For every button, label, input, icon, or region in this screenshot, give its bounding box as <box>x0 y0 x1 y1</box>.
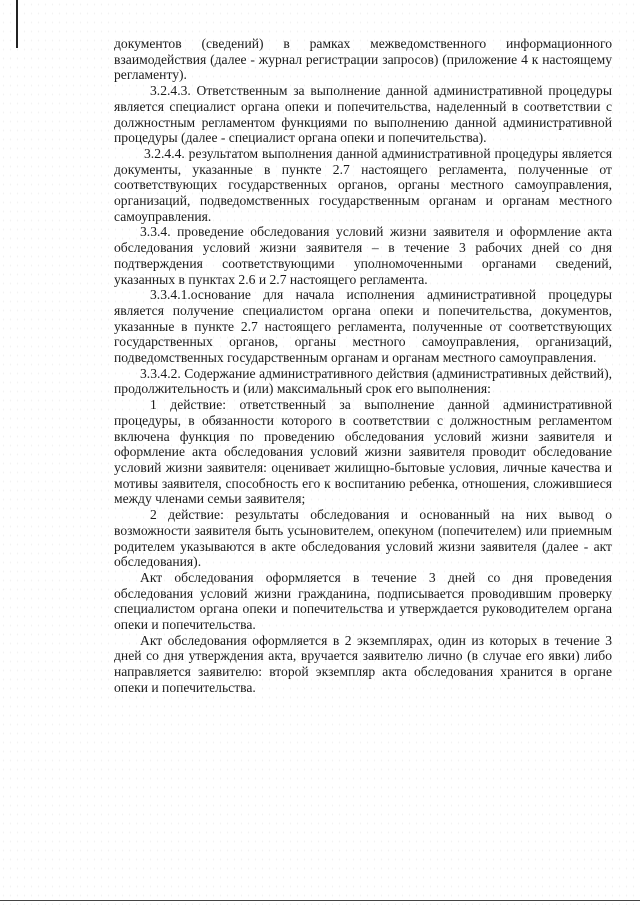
paragraph-3-2-4-3: 3.2.4.3. Ответственным за выполнение данной административной процедуры является специалист органа опеки и попечительства, наделенный в соответствии с должностным регламентом функциями по выполнению данной административной процедуры (далее - специалист органа опеки и попечительства). <box>114 83 612 146</box>
paragraph-3-3-4-2: 3.3.4.2. Содержание административного действия (административных действий), продолжительность и (или) максимальный срок его выполнения: <box>114 365 612 397</box>
paragraph-3-3-4-1: 3.3.4.1.основание для начала исполнения административной процедуры является получение специалистом органа опеки и попечительства, документов, указанные в пункте 2.7 настоящего регламента, полученные от соответствующих государственных органов, органы местного самоуправления, организаций, подведомственных государственным органам и органам местного самоуправления. <box>114 287 612 366</box>
page-bottom-edge <box>0 900 640 901</box>
binding-mark <box>16 0 18 48</box>
paragraph-action-2: 2 действие: результаты обследования и основанный на них вывод о возможности заявителя быть усыновителем, опекуном (попечителем) или приемным родителем указываются в акте обследования условий жизни заявителя (далее - акт обследования). <box>114 507 612 570</box>
paragraph-3-2-4-4: 3.2.4.4. результатом выполнения данной административной процедуры является документы, указанные в пункте 2.7 настоящего регламента, полученные от соответствующих государственных органов, органы местного самоуправления, организаций, подведомственных государственным органам и органам местного самоуправления. <box>114 145 612 224</box>
paragraph-continuation: документов (сведений) в рамках межведомственного информационного взаимодействия (далее - журнал регистрации запросов) (приложение 4 к настоящему регламенту). <box>114 36 612 83</box>
paragraph-action-1: 1 действие: ответственный за выполнение данной административной процедуры, в обязанности которого в соответствии с должностным регламентом включена функция по проведению обследования условий жизни заявителя и оформление акта обследования условий жизни заявителя проводит обследование условий жизни заявителя: оценивает жилищно-бытовые условия, личные качества и мотивы заявителя, способность его к воспитанию ребенка, отношения, сложившиеся между членами семьи заявителя; <box>114 397 612 507</box>
paragraph-3-3-4: 3.3.4. проведение обследования условий жизни заявителя и оформление акта обследования условий жизни заявителя – в течение 3 рабочих дней со дня подтверждения соответствующими уполномоченными органами сведений, указанных в пунктах 2.6 и 2.7 настоящего регламента. <box>114 224 612 287</box>
document-body <box>114 36 612 696</box>
paragraph-act-copies: Акт обследования оформляется в 2 экземплярах, один из которых в течение 3 дней со дня утверждения акта, вручается заявителю лично (в случае его явки) либо направляется заявителю: второй экземпляр акта обследования хранится в органе опеки и попечительства. <box>114 632 612 695</box>
paragraph-act-preparation: Акт обследования оформляется в течение 3 дней со дня проведения обследования условий жизни гражданина, подписывается проводившим проверку специалистом органа опеки и попечительства и утверждается руководителем органа опеки и попечительства. <box>114 569 612 633</box>
